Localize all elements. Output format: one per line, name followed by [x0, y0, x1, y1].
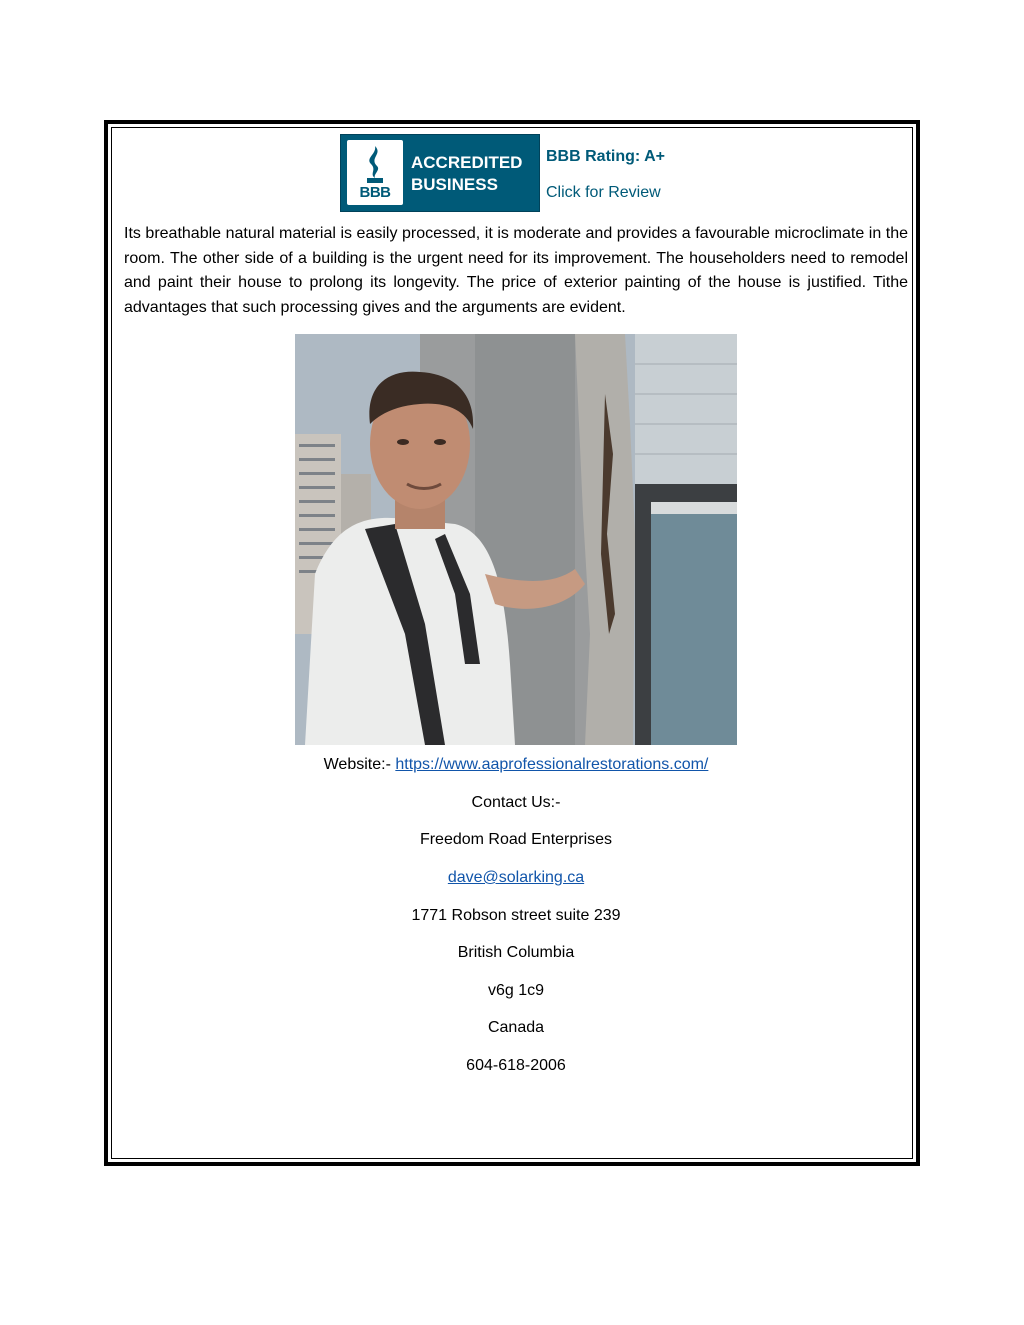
address-line: 1771 Robson street suite 239: [411, 907, 621, 924]
bbb-torch-logo: [347, 140, 403, 205]
website-line: [112, 756, 920, 774]
email-line: [112, 869, 920, 887]
email-link[interactable]: dave@solarking.ca: [447, 869, 585, 886]
badge-accredited-text: ACCREDITED: [411, 153, 523, 172]
phone-line: 604-618-2006: [466, 1057, 566, 1074]
badge-business-text: BUSINESS: [411, 175, 498, 194]
body-paragraph: Its breathable natural material is easily processed, it is moderate and provides a favourable microclimate in the room. The other side of a building is the urgent need for its improvement. The householders need to remodel and paint their house to prolong its longevity. The price of exterior painting of the house is justified. Tithe advantages that such processing gives and the arguments are evident.: [124, 225, 908, 316]
website-link[interactable]: https://www.aaprofessionalrestorations.com/: [395, 756, 709, 773]
click-for-review-link[interactable]: Click for Review: [546, 184, 661, 201]
province-line: British Columbia: [457, 944, 575, 961]
page-border: [104, 120, 920, 1166]
contact-heading: Contact Us:-: [471, 794, 561, 811]
postal-code-line: v6g 1c9: [487, 982, 545, 999]
website-label: Website:-: [323, 756, 396, 773]
page-border-inner: [111, 127, 913, 1159]
bbb-rating-text: BBB Rating: A+: [546, 148, 665, 165]
bbb-logo-text: BBB: [359, 184, 391, 201]
bbb-accredited-badge[interactable]: [340, 134, 674, 212]
worker-photo-illustration: [295, 334, 737, 745]
company-name: Freedom Road Enterprises: [419, 831, 613, 848]
badge-blue-panel: [340, 134, 540, 212]
country-line: Canada: [487, 1019, 545, 1036]
worker-photo: [295, 334, 737, 745]
